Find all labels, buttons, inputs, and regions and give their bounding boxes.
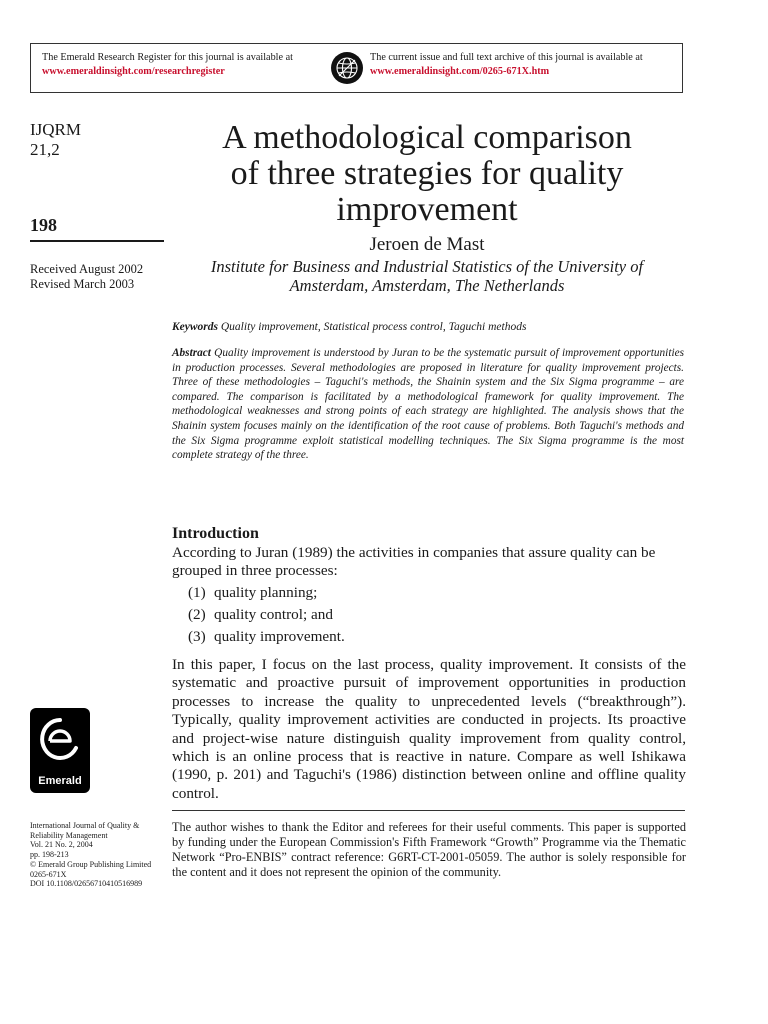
title-line: improvement xyxy=(336,191,518,228)
emerald-logo xyxy=(30,708,90,793)
introduction-block xyxy=(172,544,686,646)
research-register-text: The Emerald Research Register for this journal is available at xyxy=(42,52,293,63)
list-item xyxy=(188,584,686,602)
pubinfo-line: pp. 198-213 xyxy=(30,850,69,860)
affiliation-line: Institute for Business and Industrial Statistics of the University of xyxy=(210,257,644,276)
list-item-text: quality planning; xyxy=(214,583,318,601)
list-item-number: (1) xyxy=(188,583,206,601)
article-title xyxy=(172,120,682,228)
intro-paragraph-2: In this paper, I focus on the last process, quality improvement. It consists of the systematic and proactive pursuit of improvement opportunities in production processes to increase the quality to unprecedented levels (“breakthrough”). Typically, quality improvement activities are conducted in projects. Its proactive and project-wise nature distinguish quality improvement from quality control, which is an online process that is reactive in nature. Compare as well Ishikawa (1990, p. 201) and Taguchi's (1986) distinction between online and offline quality control. xyxy=(172,656,686,802)
received-date: Received August 2002 xyxy=(30,262,144,276)
list-item xyxy=(188,628,686,646)
page-number-rule xyxy=(30,240,164,242)
journal-volume: 21,2 xyxy=(30,140,60,159)
full-text-archive-link[interactable]: www.emeraldinsight.com/0265-671X.htm xyxy=(370,66,550,77)
publication-info xyxy=(30,821,170,889)
list-item-number: (2) xyxy=(188,605,206,623)
page-number: 198 xyxy=(30,215,57,235)
history-dates xyxy=(30,262,143,292)
emerald-wordmark: Emerald xyxy=(38,775,82,787)
acknowledgement-footnote: The author wishes to thank the Editor and referees for their useful comments. This paper is supported by funding under the European Commission's Fifth Framework “Growth” Programme via the Thematic Network “Pro-ENBIS” contract reference: G6RT-CT-2001-05059. The author is solely responsible for the content and it does not represent the opinion of the community. xyxy=(172,820,686,879)
affiliation-line: Amsterdam, Amsterdam, The Netherlands xyxy=(289,276,565,295)
pubinfo-line: 0265-671X xyxy=(30,869,67,879)
author-name: Jeroen de Mast xyxy=(369,234,485,255)
list-item-text: quality control; and xyxy=(214,605,333,623)
keywords-text: Quality improvement, Statistical process control, Taguchi methods xyxy=(220,321,527,333)
author-affiliation xyxy=(172,257,682,295)
intro-paragraph-1: According to Juran (1989) the activities in companies that assure quality can be grouped in three processes: xyxy=(172,544,656,580)
pubinfo-line: Reliability Management xyxy=(30,830,108,840)
pubinfo-line: © Emerald Group Publishing Limited xyxy=(30,859,152,869)
footnote-rule xyxy=(172,810,685,811)
abstract-text: Quality improvement is understood by Juran to be the systematic pursuit of improvement opportunities in production processes. Several methodologies are proposed in literature for quality improvement projects. Three of these methodologies – Taguchi's methods, the Shainin system and the Six Sigma programme – are compared. The comparison is facilitated by a methodological framework for quality improvement. The methodological weaknesses and strong points of each strategy are highlighted. The analysis shows that the Shainin system focuses mainly on the identification of the root cause of problems. Both Taguchi's methods and the Six Sigma programme exploit statistical modelling techniques. The Six Sigma programme is the most complete strategy of the three. xyxy=(172,347,685,462)
list-item-text: quality improvement. xyxy=(214,627,345,645)
list-item xyxy=(188,606,686,624)
list-item-number: (3) xyxy=(188,627,206,645)
keywords xyxy=(172,321,684,333)
globe-icon xyxy=(330,51,364,85)
research-register-link[interactable]: www.emeraldinsight.com/researchregister xyxy=(42,66,225,77)
abstract-label: Abstract xyxy=(172,347,211,359)
pubinfo-line: Vol. 21 No. 2, 2004 xyxy=(30,840,93,850)
keywords-label: Keywords xyxy=(172,321,218,333)
abstract xyxy=(172,346,684,463)
process-list xyxy=(172,584,686,646)
revised-date: Revised March 2003 xyxy=(30,277,135,291)
journal-info xyxy=(30,120,81,160)
pubinfo-line: International Journal of Quality & xyxy=(30,821,140,830)
pubinfo-line: DOI 10.1108/02656710410516989 xyxy=(30,879,143,889)
full-text-archive-text: The current issue and full text archive of this journal is available at xyxy=(370,52,643,63)
title-line: A methodological comparison xyxy=(222,119,632,156)
research-register-notice xyxy=(42,51,293,79)
journal-abbrev: IJQRM xyxy=(30,120,82,139)
full-text-archive-notice xyxy=(370,51,643,79)
title-line: of three strategies for quality xyxy=(230,155,624,192)
section-heading-introduction: Introduction xyxy=(172,525,259,542)
emerald-e-icon xyxy=(38,716,82,768)
